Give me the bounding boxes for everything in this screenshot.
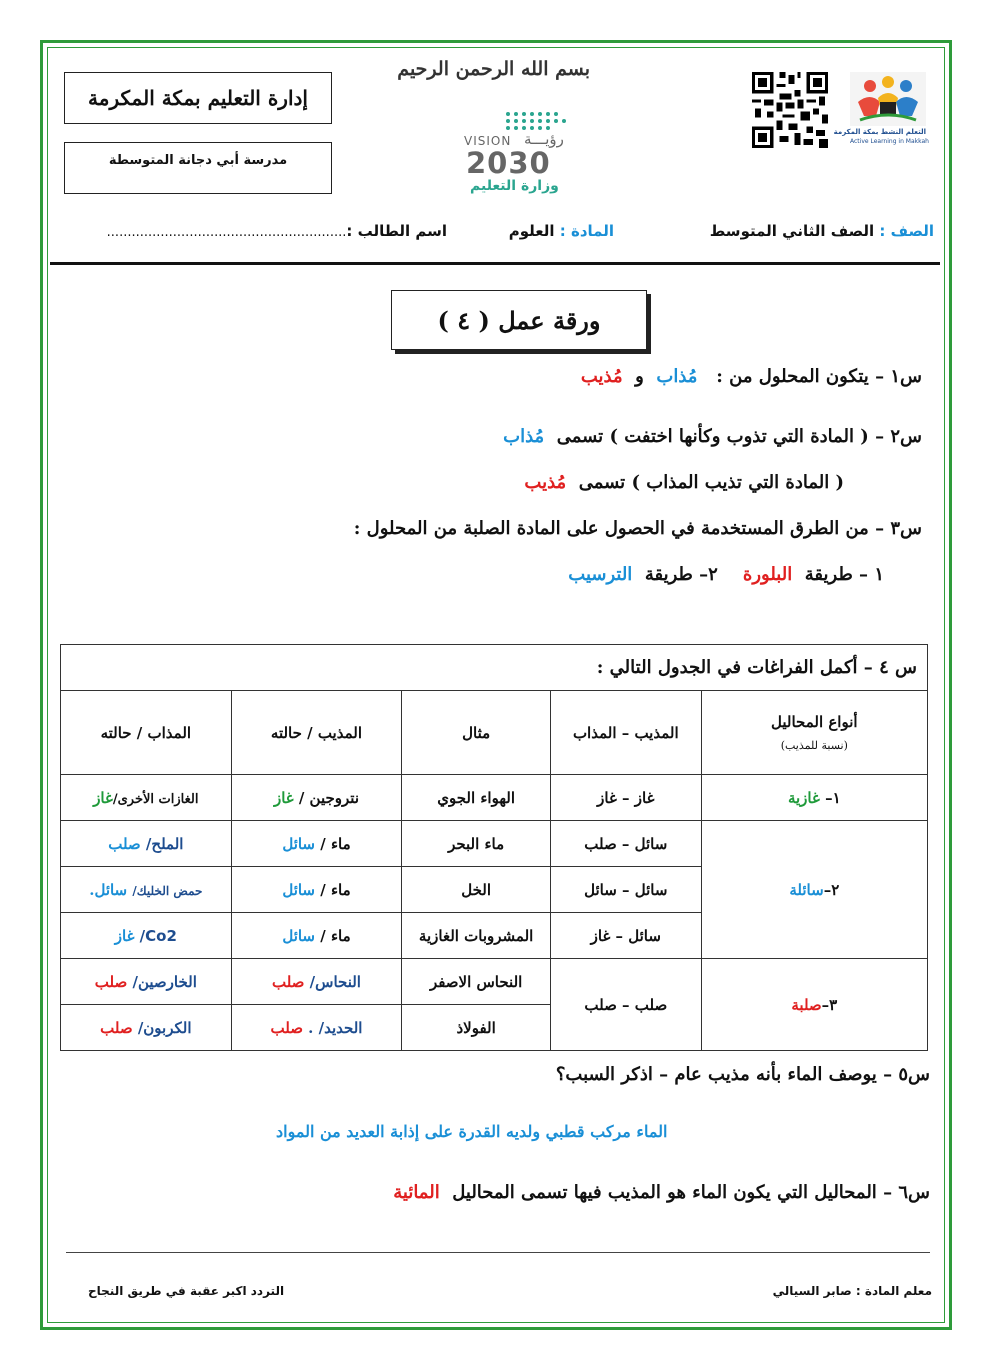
solute-cell: الملح/ صلب bbox=[61, 821, 232, 867]
q1-answer-1: مُذاب bbox=[656, 366, 698, 387]
solvent-cell: النحاس/ صلب bbox=[231, 959, 402, 1005]
col-solvent-state: المذيب / حالته bbox=[231, 691, 402, 775]
col-solvent-solute: المذيب – المذاب bbox=[550, 691, 701, 775]
question-2-line-1 bbox=[503, 426, 922, 447]
q6-text: س٦ – المحاليل التي يكون الماء هو المذيب فيها تسمى المحاليل bbox=[452, 1182, 930, 1203]
solute-answer: صلب bbox=[94, 972, 128, 991]
type-answer: غازية bbox=[787, 788, 820, 807]
pair-cell: سائل – صلب bbox=[550, 821, 701, 867]
q6-answer: المائية bbox=[393, 1182, 440, 1203]
question-1 bbox=[581, 366, 922, 387]
example-cell: النحاس الاصفر bbox=[402, 959, 551, 1005]
col-types-note: (نسبة للمذيب) bbox=[780, 739, 848, 752]
footer-divider bbox=[66, 1252, 930, 1253]
q2-line2-text: ( المادة التي تذيب المذاب ) تسمى bbox=[578, 472, 844, 493]
q3-text: س٣ – من الطرق المستخدمة في الحصول على المادة الصلبة من المحلول : bbox=[353, 518, 922, 539]
col-types bbox=[701, 691, 927, 775]
solute-answer: غاز bbox=[114, 926, 135, 945]
table-row bbox=[61, 959, 928, 1005]
vision-2030-logo bbox=[462, 108, 580, 194]
example-cell: الخل bbox=[402, 867, 551, 913]
vision-en: VISION bbox=[464, 134, 512, 148]
q2-answer-2: مُذيب bbox=[524, 472, 567, 493]
qr-code-icon bbox=[752, 72, 828, 148]
q1-joiner: و bbox=[635, 366, 644, 387]
example-cell: ماء البحر bbox=[402, 821, 551, 867]
solute-answer: سائل. bbox=[89, 880, 128, 899]
solute-answer: صلب bbox=[100, 1018, 133, 1037]
solute-cell: حمض الخليك/ سائل. bbox=[61, 867, 232, 913]
q2-line1-text: س٢ – ( المادة التي تذوب وكأنها اختفت ) تسمى bbox=[556, 426, 922, 447]
example-cell: المشروبات الغازية bbox=[402, 913, 551, 959]
q5-answer: الماء مركب قطبي ولديه القدرة على إذابة العديد من المواد bbox=[276, 1122, 668, 1141]
footer-motto: التردد اكبر عقبة في طريق النجاح bbox=[88, 1284, 285, 1298]
solvent-cell: ماء / سائل bbox=[231, 913, 402, 959]
type-answer: سائلة bbox=[789, 880, 824, 899]
table-row bbox=[61, 775, 928, 821]
q4-text: س ٤ – أكمل الفراغات في الجدول التالي : bbox=[596, 657, 917, 678]
worksheet-title-box bbox=[391, 290, 647, 350]
question-6 bbox=[393, 1182, 930, 1203]
solute-cell: Co2/ غاز bbox=[61, 913, 232, 959]
q5-text: س٥ – يوصف الماء بأنه مذيب عام – اذكر السبب؟ bbox=[555, 1064, 930, 1085]
type-cell: ٢–سائلة bbox=[701, 821, 927, 959]
solute-answer: غاز bbox=[93, 788, 113, 807]
col-example: مثال bbox=[402, 691, 551, 775]
subject-field bbox=[509, 222, 614, 240]
q3-method1-label: ١ – طريقة bbox=[804, 564, 884, 585]
vision-ar: رؤيـــة bbox=[524, 130, 564, 148]
solvent-cell: نتروجين / غاز bbox=[231, 775, 402, 821]
logo-text: التعلم النشط بمكة المكرمة bbox=[833, 128, 926, 136]
worksheet-title: ورقة عمل ( ٤ ) bbox=[437, 305, 601, 335]
pair-cell: صلب – صلب bbox=[550, 959, 701, 1051]
question-3 bbox=[354, 518, 922, 539]
subject-label: المادة : bbox=[559, 222, 614, 240]
solvent-cell: ماء / سائل bbox=[231, 821, 402, 867]
solvent-answer: سائل bbox=[282, 834, 316, 853]
type-cell: ١– غازية bbox=[701, 775, 927, 821]
grade-field bbox=[710, 222, 934, 240]
pair-cell: غاز – غاز bbox=[550, 775, 701, 821]
basmala: بسم الله الرحمن الرحيم bbox=[397, 58, 590, 80]
q4-header-row bbox=[61, 645, 928, 691]
solute-cell: الغازات الأخرى/غاز bbox=[61, 775, 232, 821]
col-solute-state: المذاب / حالته bbox=[61, 691, 232, 775]
active-learning-logo bbox=[833, 72, 929, 150]
admin-name: إدارة التعليم بمكة المكرمة bbox=[88, 86, 308, 110]
solvent-answer: سائل bbox=[282, 926, 316, 945]
logo-text-en: Active Learning in Makkah bbox=[850, 138, 929, 145]
q1-answer-2: مُذيب bbox=[580, 366, 623, 387]
solute-cell: الخارصين/ صلب bbox=[61, 959, 232, 1005]
pair-cell: سائل – غاز bbox=[550, 913, 701, 959]
q3-method2-answer: الترسيب bbox=[568, 564, 633, 585]
solvent-cell: ماء / سائل bbox=[231, 867, 402, 913]
q2-answer-1: مُذاب bbox=[503, 426, 545, 447]
col-types-label: أنواع المحاليل bbox=[771, 713, 858, 731]
solutions-table bbox=[60, 644, 928, 1051]
school-name: مدرسة أبي دجانة المتوسطة bbox=[108, 153, 288, 168]
solvent-answer: صلب bbox=[270, 1018, 303, 1037]
type-cell: ٣–صلبة bbox=[701, 959, 927, 1051]
teacher-name: معلم المادة : صابر السيالي bbox=[772, 1284, 932, 1298]
solute-cell: الكربون/ صلب bbox=[61, 1005, 232, 1051]
solvent-answer: غاز bbox=[273, 788, 294, 807]
solute-answer: صلب bbox=[108, 834, 141, 853]
student-dots: .......................................................... bbox=[106, 225, 347, 240]
question-3-methods bbox=[568, 564, 884, 585]
solvent-answer: سائل bbox=[282, 880, 316, 899]
vision-year: 2030 bbox=[466, 146, 551, 180]
question-2-line-2 bbox=[524, 472, 844, 493]
student-label: اسم الطالب : bbox=[346, 222, 447, 240]
q3-method2-label: ٢– طريقة bbox=[644, 564, 718, 585]
q1-text: س١ – يتكون المحلول من : bbox=[716, 366, 922, 387]
student-name-field[interactable] bbox=[107, 222, 447, 240]
solvent-answer: صلب bbox=[271, 972, 305, 991]
question-5 bbox=[556, 1064, 930, 1085]
example-cell: الفولاذ bbox=[402, 1005, 551, 1051]
ministry-name: وزارة التعليم bbox=[470, 178, 559, 194]
grade-value: الصف الثاني المتوسط bbox=[709, 222, 875, 240]
grade-label: الصف : bbox=[879, 222, 934, 240]
table-row bbox=[61, 821, 928, 867]
example-cell: الهواء الجوي bbox=[402, 775, 551, 821]
subject-value: العلوم bbox=[508, 222, 555, 240]
solvent-cell: الحديد/ . صلب bbox=[231, 1005, 402, 1051]
type-answer: صلبة bbox=[791, 995, 822, 1014]
children-logo-icon bbox=[850, 72, 926, 126]
q3-method1-answer: البلورة bbox=[742, 564, 793, 585]
school-name-box bbox=[64, 142, 332, 194]
admin-name-box bbox=[64, 72, 332, 124]
pair-cell: سائل – سائل bbox=[550, 867, 701, 913]
header-divider bbox=[50, 262, 940, 265]
